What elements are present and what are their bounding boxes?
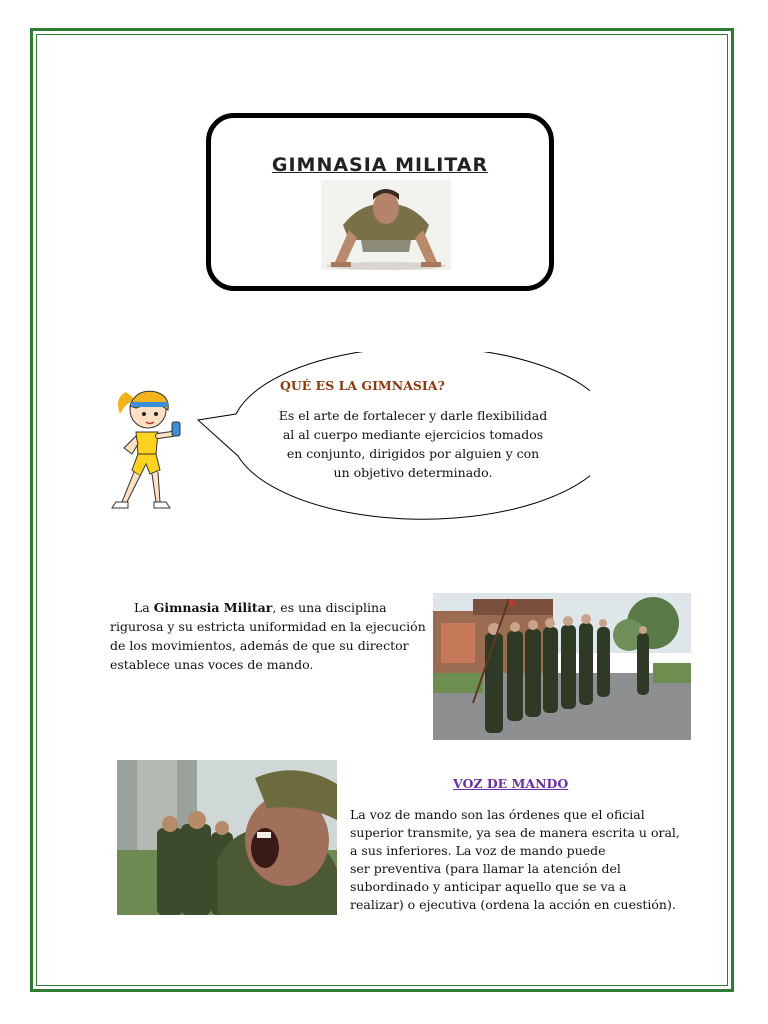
girl-dumbbell-illustration: [96, 384, 188, 514]
voz-de-mando-text: [350, 806, 680, 914]
voz-line: superior transmite, ya sea de manera escrita u oral,: [350, 825, 680, 840]
pushup-soldier-image: [321, 180, 451, 270]
voz-line: subordinado y anticipar aquello que se va a: [350, 879, 627, 894]
voz-line: ser preventiva (para llamar la atención del: [350, 861, 621, 876]
intro-rest: , es una disciplina rigurosa y su estricta uniformidad en la ejecución de los movimientos, además de que su director establece unas voces de mando.: [110, 600, 426, 672]
shouting-soldier-photo: [117, 760, 337, 915]
question-answer: [268, 406, 558, 482]
voz-line: a sus inferiores. La voz de mando puede: [350, 843, 606, 858]
question-line: al al cuerpo mediante ejercicios tomados: [282, 427, 544, 442]
marching-soldiers-photo: [433, 593, 691, 740]
voz-line: realizar) o ejecutiva (ordena la acción en cuestión).: [350, 897, 676, 912]
question-line: Es el arte de fortalecer y darle flexibilidad: [278, 408, 548, 423]
question-heading: QUÉ ES LA GIMNASIA?: [280, 378, 445, 393]
voz-line: La voz de mando son las órdenes que el oficial: [350, 807, 645, 822]
question-line: en conjunto, dirigidos por alguien y con: [286, 446, 540, 461]
question-line: un objetivo determinado.: [333, 465, 493, 480]
title-box: [206, 113, 554, 291]
intro-bold-term: Gimnasia Militar: [153, 600, 273, 615]
intro-paragraph: [110, 598, 428, 674]
page-title: GIMNASIA MILITAR: [271, 154, 489, 176]
intro-lead: La: [134, 600, 154, 615]
voz-de-mando-heading: VOZ DE MANDO: [453, 776, 569, 791]
